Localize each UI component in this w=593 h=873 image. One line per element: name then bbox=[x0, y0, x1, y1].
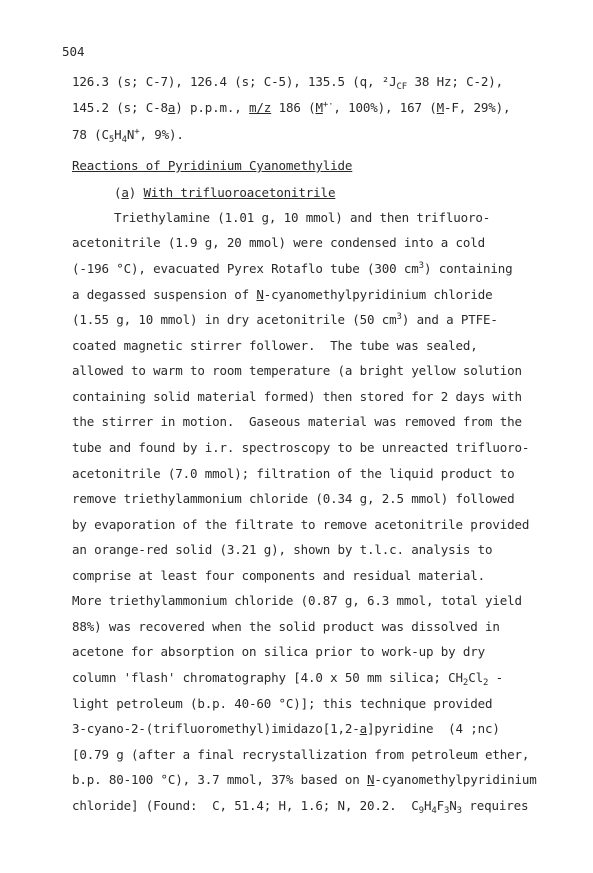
text-line: a degassed suspension of N-cyanomethylpyridinium chloride bbox=[72, 287, 493, 302]
text-line: 3-cyano-2-(trifluoromethyl)imidazo[1,2-a]pyridine (4 ;nc) bbox=[72, 721, 500, 736]
text-line: tube and found by i.r. spectroscopy to be unreacted trifluoro- bbox=[72, 440, 530, 455]
subsection-heading: (a) With trifluoroacetonitrile bbox=[114, 185, 336, 200]
text-line: allowed to warm to room temperature (a bright yellow solution bbox=[72, 363, 522, 378]
text-line: 78 ($C_5H_4N^+$, 9%). bbox=[72, 127, 184, 145]
text-line: b.p. 80-100 °C), 3.7 mmol, 37% based on N-cyanomethylpyridinium bbox=[72, 772, 537, 787]
page-number: 504 bbox=[62, 44, 85, 59]
text-line: 145.2 (s; C-8a) p.p.m., m/z 186 (M+·, 100%), 167 (M-F, 29%), bbox=[72, 100, 511, 115]
text-line: comprise at least four components and residual material. bbox=[72, 568, 486, 583]
text-line: (1.55 g, 10 mmol) in dry acetonitrile (50 $cm^3$) and a PTFE- bbox=[72, 312, 498, 327]
text-line: acetonitrile (1.9 g, 20 mmol) were condensed into a cold bbox=[72, 235, 486, 250]
text-line: light petroleum (b.p. 40-60 °C)]; this technique provided bbox=[72, 696, 493, 711]
text-line: 126.3 (s; C-7), 126.4 (s; C-5), 135.5 (q, $^2J_{CF}$ 38 Hz; C-2), bbox=[72, 74, 503, 92]
text-line: [0.79 g (after a final recrystallization from petroleum ether, bbox=[72, 747, 530, 762]
text-line: More triethylammonium chloride (0.87 g, 6.3 mmol, total yield bbox=[72, 593, 522, 608]
text-line: acetonitrile (7.0 mmol); filtration of the liquid product to bbox=[72, 466, 515, 481]
section-heading: Reactions of Pyridinium Cyanomethylide bbox=[72, 158, 353, 173]
text-line: the stirrer in motion. Gaseous material was removed from the bbox=[72, 414, 522, 429]
text-line: 88%) was recovered when the solid product was dissolved in bbox=[72, 619, 500, 634]
text-line: column 'flash' chromatography [4.0 x 50 mm silica; $CH_2Cl_2$ - bbox=[72, 670, 504, 688]
text-line: Triethylamine (1.01 g, 10 mmol) and then trifluoro- bbox=[114, 210, 491, 225]
text-line: containing solid material formed) then stored for 2 days with bbox=[72, 389, 522, 404]
text-line: acetone for absorption on silica prior to work-up by dry bbox=[72, 644, 486, 659]
text-line: by evaporation of the filtrate to remove acetonitrile provided bbox=[72, 517, 530, 532]
text-line: (-196 °C), evacuated Pyrex Rotaflo tube (300 $cm^3$) containing bbox=[72, 261, 513, 276]
text-line: an orange-red solid (3.21 g), shown by t.l.c. analysis to bbox=[72, 542, 493, 557]
text-line: remove triethylammonium chloride (0.34 g, 2.5 mmol) followed bbox=[72, 491, 515, 506]
text-line: coated magnetic stirrer follower. The tube was sealed, bbox=[72, 338, 478, 353]
text-line: chloride] (Found: C, 51.4; H, 1.6; N, 20.2. $C_9H_4F_3N_3$ requires bbox=[72, 798, 529, 816]
